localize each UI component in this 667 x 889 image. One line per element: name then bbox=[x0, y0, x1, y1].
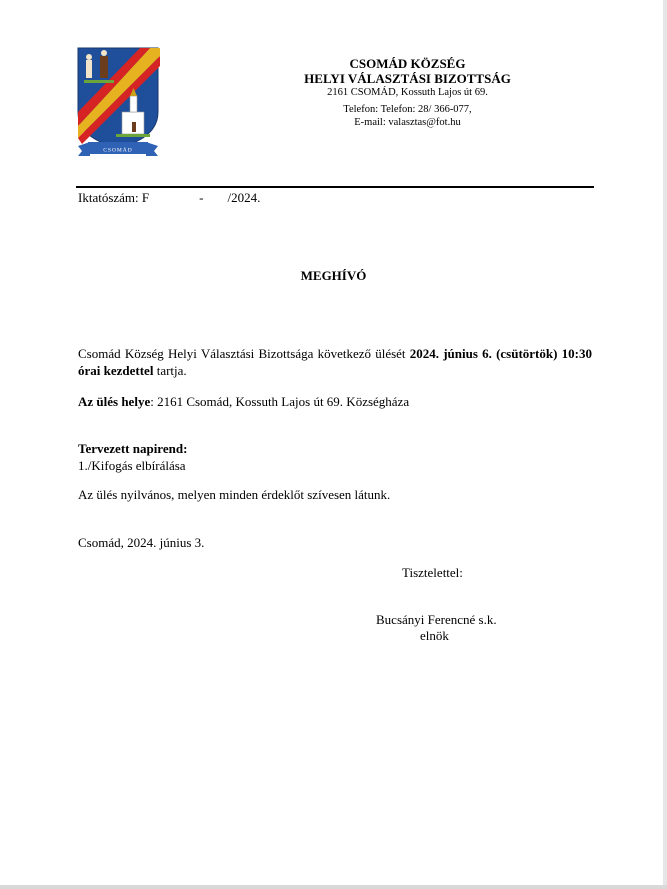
signatory-name: Bucsányi Ferencné s.k. bbox=[376, 612, 497, 627]
coat-banner-text: CSOMÁD bbox=[103, 147, 133, 154]
reference-label: Iktatószám: F bbox=[78, 190, 150, 205]
meeting-datetime: 2024. június 6. (csütörtök) 10:30 órai kezdettel bbox=[78, 346, 592, 378]
page-edge-bottom bbox=[0, 885, 667, 889]
coat-of-arms-icon bbox=[76, 46, 160, 158]
page-edge-right bbox=[663, 0, 667, 889]
agenda-title: Tervezett napirend: bbox=[78, 441, 188, 456]
location-value: : 2161 Csomád, Kossuth Lajos út 69. Községháza bbox=[150, 394, 410, 409]
public-note: Az ülés nyilvános, melyen minden érdeklőt szívesen látunk. bbox=[78, 487, 391, 502]
header-address: 2161 CSOMÁD, Kossuth Lajos út 69. bbox=[327, 87, 488, 98]
invitation-paragraph: Csomád Község Helyi Választási Bizottsága következő ülését 2024. június 6. (csütörtök) 10:30 órai kezdettel tartja. bbox=[78, 346, 592, 378]
document-title: MEGHÍVÓ bbox=[300, 268, 367, 283]
header-divider bbox=[76, 186, 594, 188]
closing-salutation: Tisztelettel: bbox=[402, 565, 463, 580]
location-label: Az ülés helye bbox=[78, 394, 151, 409]
meeting-location bbox=[78, 393, 592, 410]
header-title-line1: CSOMÁD KÖZSÉG bbox=[349, 56, 466, 71]
header-phone: Telefon: Telefon: 28/ 366-077, bbox=[343, 104, 472, 115]
agenda-item: 1./Kifogás elbírálása bbox=[78, 458, 186, 473]
reference-dash: - bbox=[199, 190, 204, 205]
letterhead bbox=[270, 56, 545, 129]
header-email: E-mail: valasztas@fot.hu bbox=[354, 117, 461, 128]
reference-number bbox=[78, 190, 260, 206]
reference-year: /2024. bbox=[227, 190, 261, 205]
signatory-role: elnök bbox=[420, 628, 449, 643]
agenda bbox=[78, 440, 592, 474]
place-date: Csomád, 2024. június 3. bbox=[78, 535, 205, 550]
header-title-line2: HELYI VÁLASZTÁSI BIZOTTSÁG bbox=[304, 71, 511, 86]
